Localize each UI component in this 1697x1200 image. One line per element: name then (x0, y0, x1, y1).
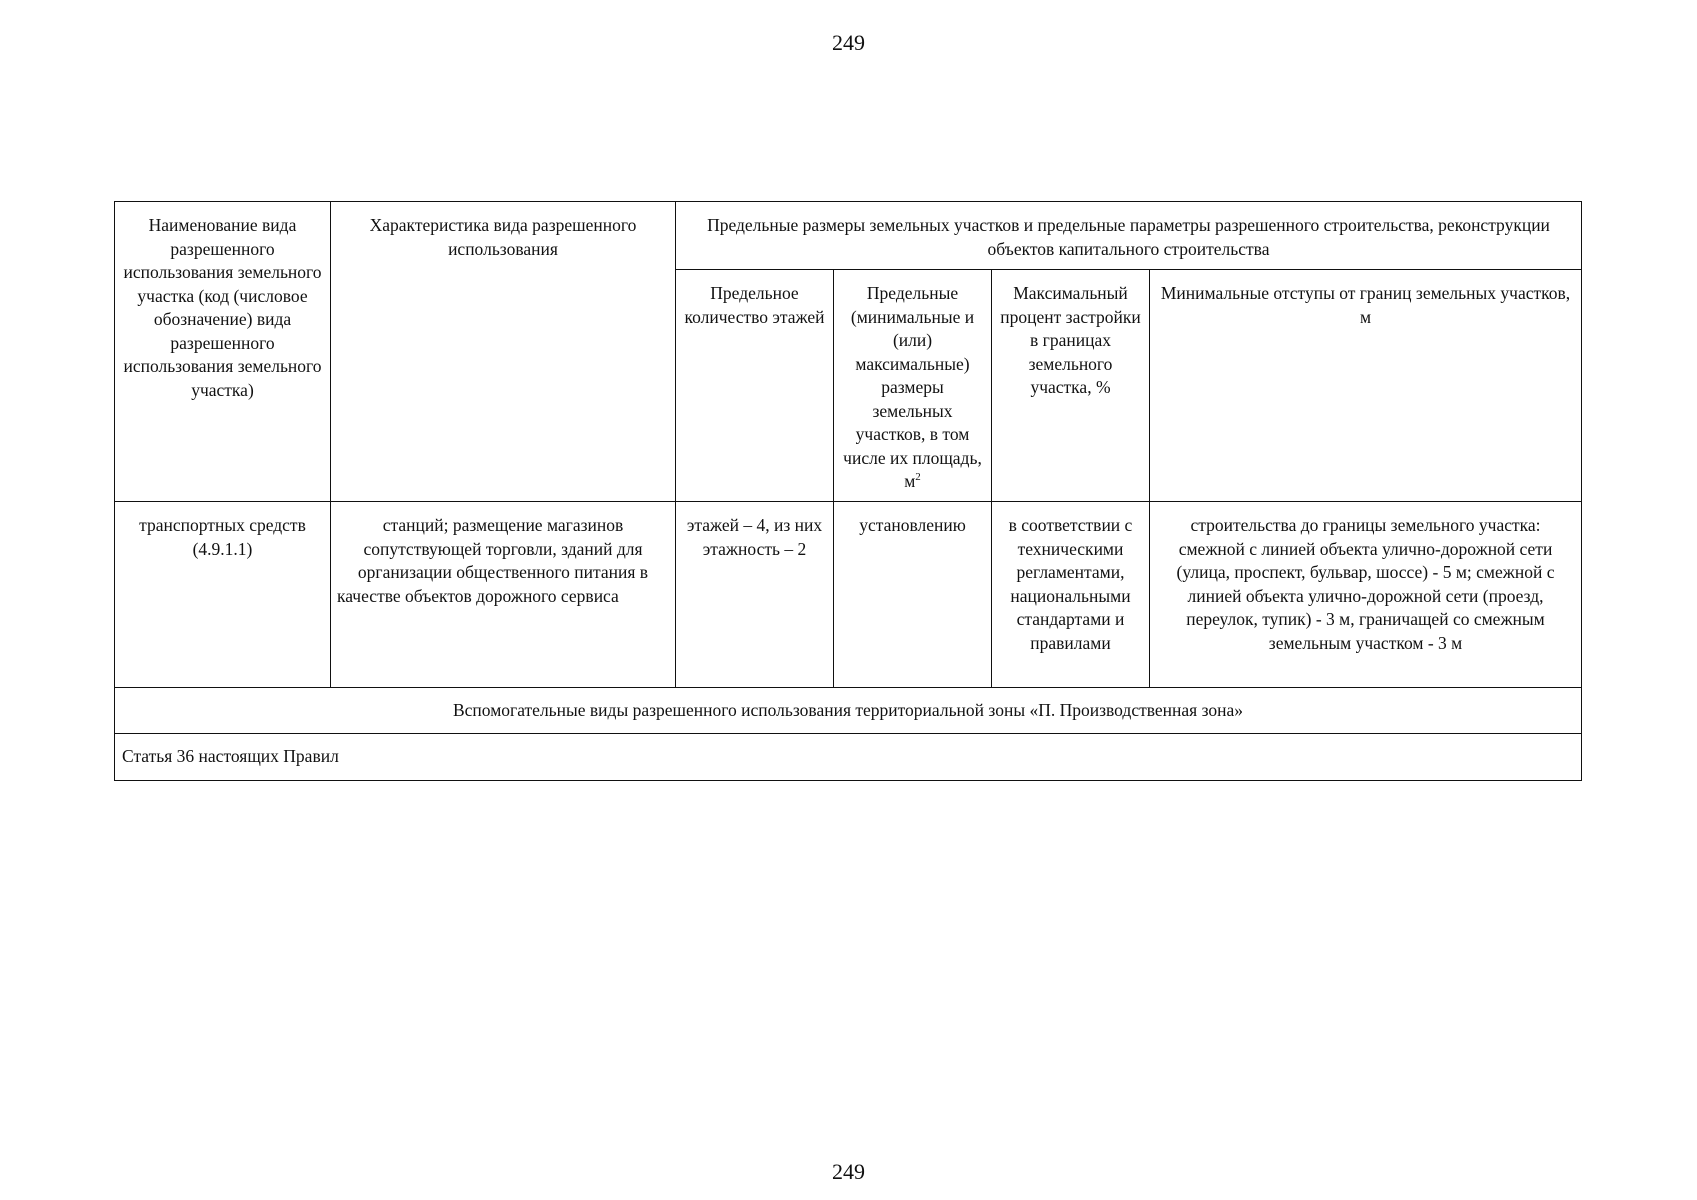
cell-coverage: в соответствии с техническими регламентами, национальными стандартами и правилами (992, 502, 1150, 688)
article-reference-row (115, 734, 1582, 781)
col-sizes-unit-exponent: 2 (915, 471, 921, 483)
auxiliary-uses-heading: Вспомогательные виды разрешенного использования территориальной зоны «П. Производственная зона» (115, 688, 1582, 734)
col-use-description-header: Характеристика вида разрешенного использования (331, 202, 676, 502)
cell-floors: этажей – 4, из них этажность – 2 (676, 502, 834, 688)
col-use-name-header: Наименование вида разрешенного использования земельного участка (код (числовое обозначение) вида разрешенного использования земельного участка) (115, 202, 331, 502)
table-row (115, 502, 1582, 688)
auxiliary-uses-row (115, 688, 1582, 734)
col-sizes-header-text: Предельные (минимальные и (или) максимальные) размеры земельных участков, в том числе их площадь, м (843, 283, 982, 491)
cell-setbacks: строительства до границы земельного участка: смежной с линией объекта улично-дорожной сети (улица, проспект, бульвар, шоссе) - 5 м; смежной с линией объекта улично-дорожной сети (проезд, переулок, тупик) - 3 м, граничащей со смежным земельным участком - 3 м (1150, 502, 1582, 688)
article-reference: Статья 36 настоящих Правил (115, 734, 1582, 781)
cell-use-name: транспортных средств (4.9.1.1) (115, 502, 331, 688)
col-sizes-header (834, 270, 992, 502)
col-coverage-header: Максимальный процент застройки в границах земельного участка, % (992, 270, 1150, 502)
page-number-top: 249 (832, 30, 865, 55)
table-header-row (115, 202, 1582, 270)
cell-sizes: установлению (834, 502, 992, 688)
col-floors-header: Предельное количество этажей (676, 270, 834, 502)
page-number-bottom: 249 (832, 1159, 865, 1184)
col-setbacks-header: Минимальные отступы от границ земельных участков, м (1150, 270, 1582, 502)
cell-use-description: станций; размещение магазинов сопутствующей торговли, зданий для организации общественного питания в качестве объектов дорожного сервиса (331, 502, 676, 688)
land-use-rules-table (114, 201, 1582, 781)
param-group-header: Предельные размеры земельных участков и предельные параметры разрешенного строительства, реконструкции объектов капитального строительства (676, 202, 1582, 270)
